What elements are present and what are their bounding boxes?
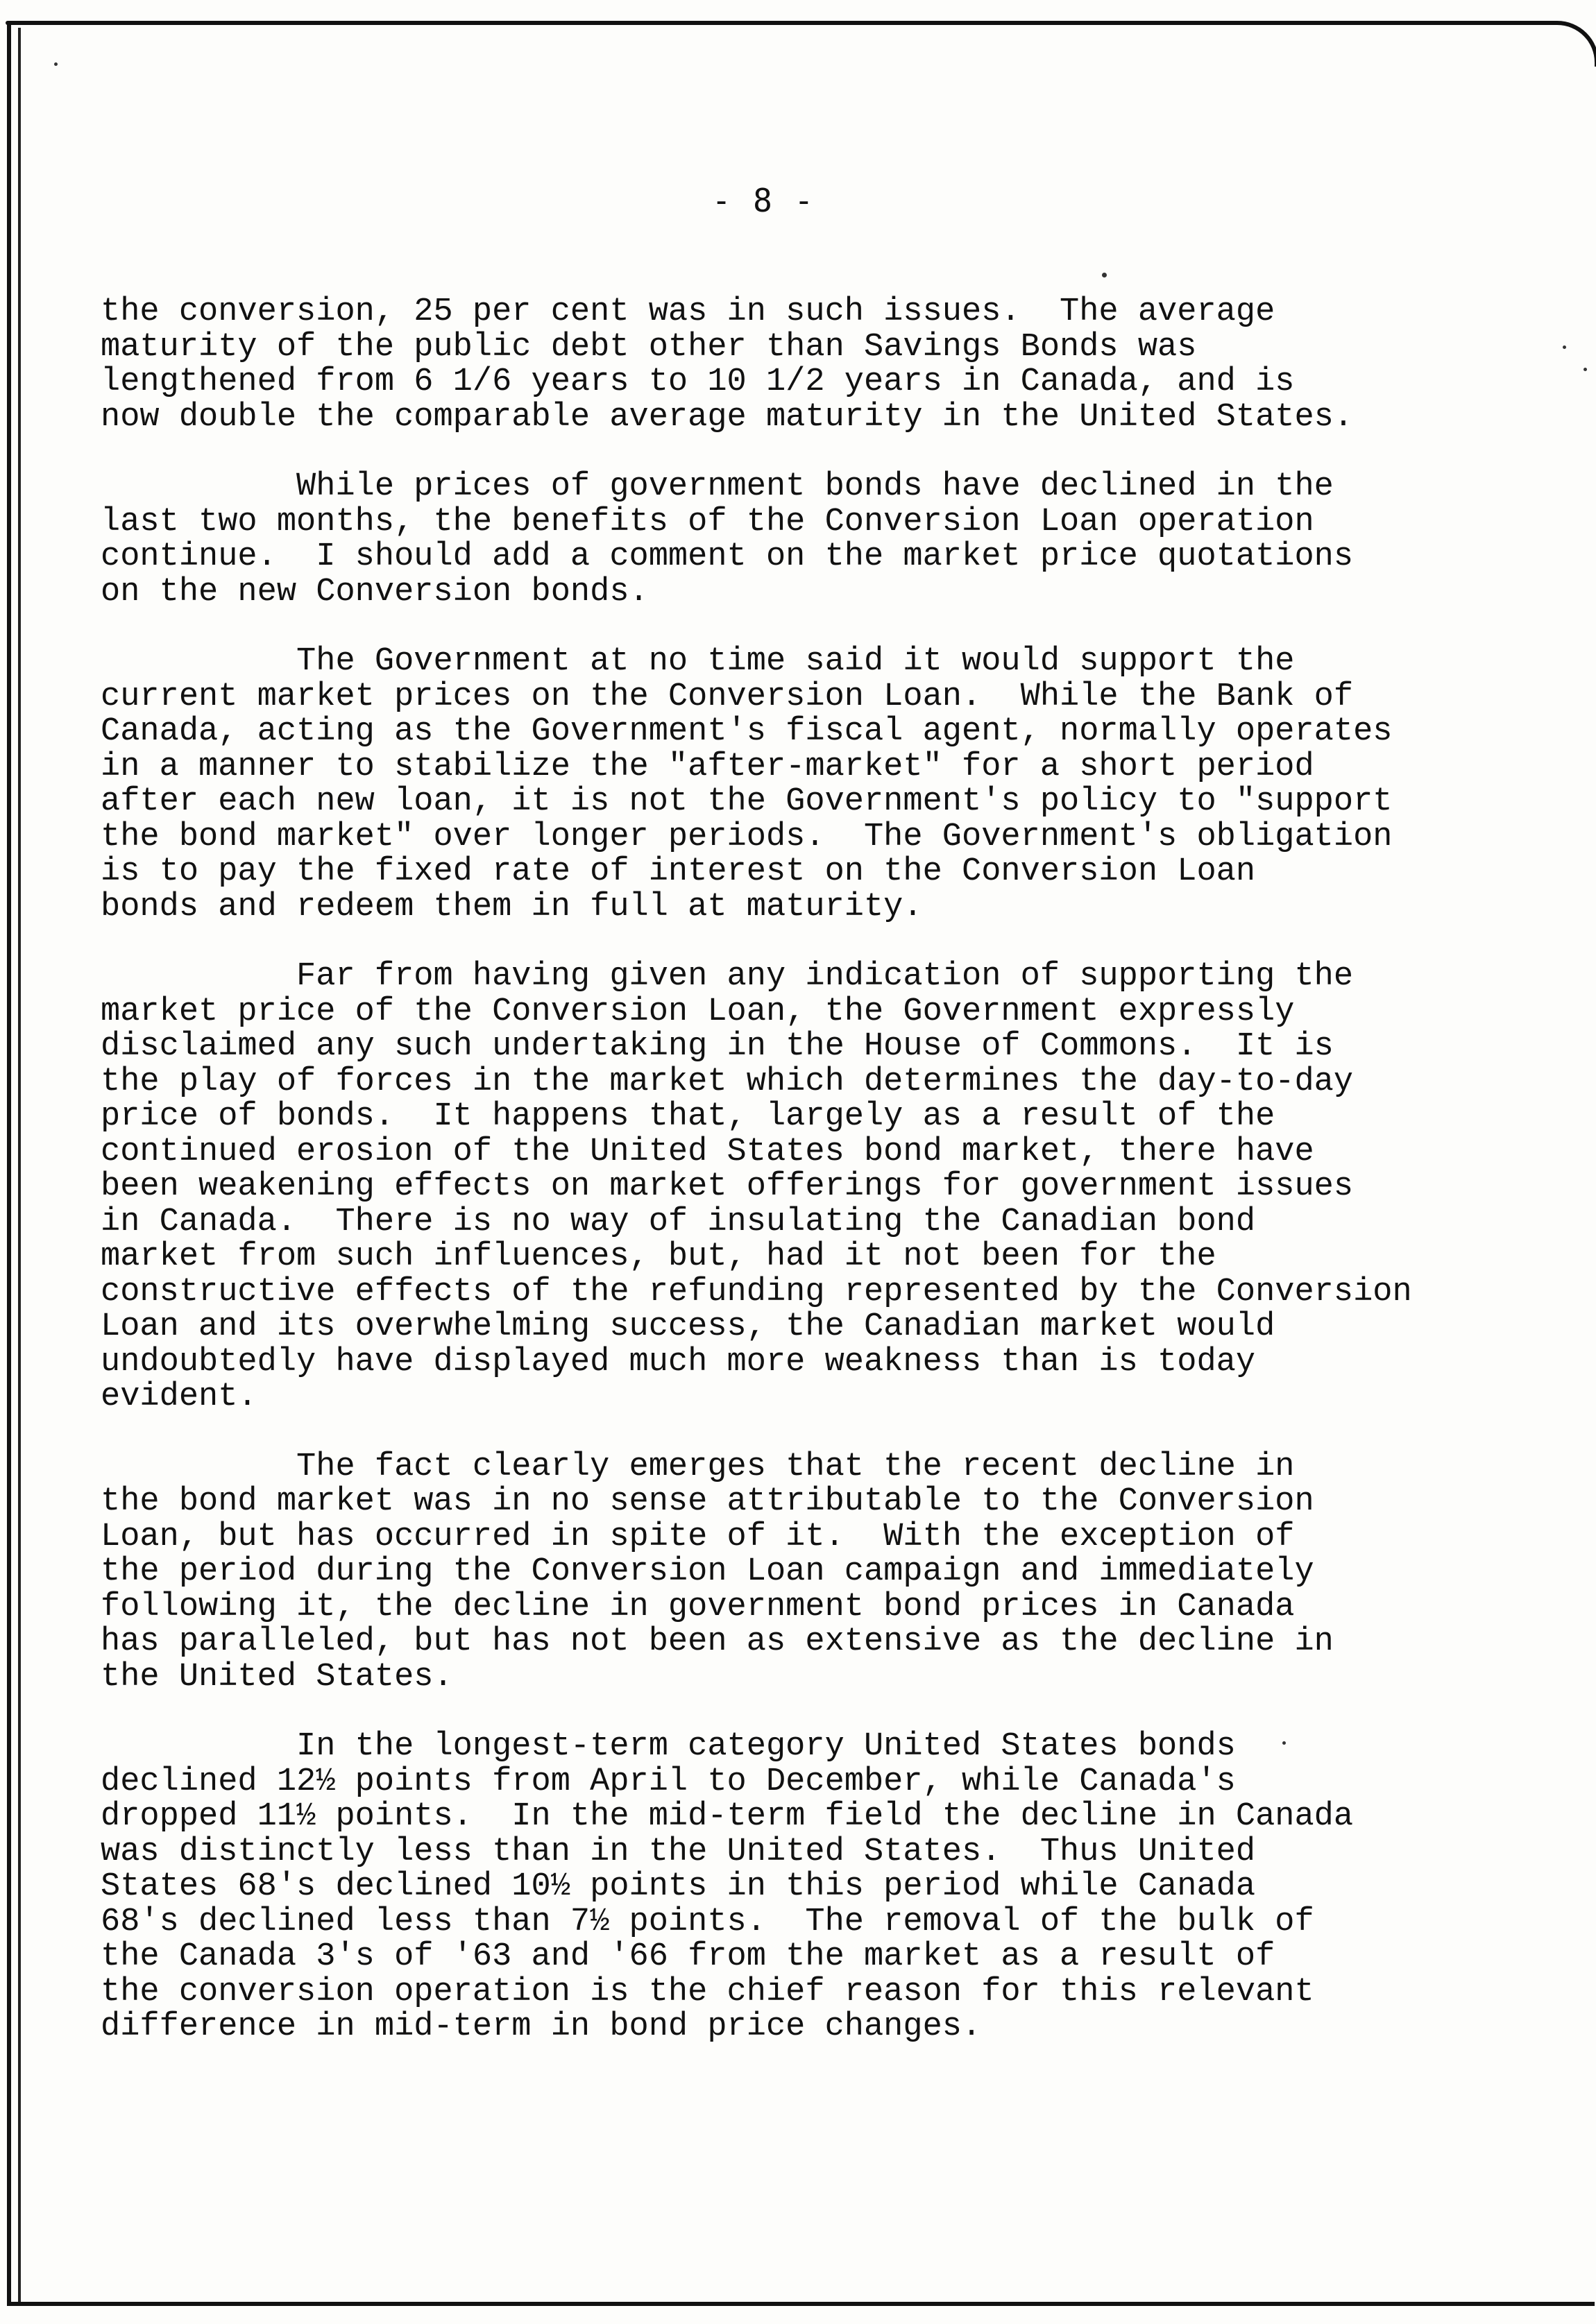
text-line: undoubtedly have displayed much more weakness than is today xyxy=(101,1343,1256,1381)
text-line: disclaimed any such undertaking in the House of Commons. It is xyxy=(101,1028,1334,1065)
text-line: dropped 11½ points. In the mid-term field the decline in Canada xyxy=(101,1798,1354,1835)
text-line: the play of forces in the market which determines the day-to-day xyxy=(101,1063,1354,1100)
text-line: Loan, but has occurred in spite of it. With the exception of xyxy=(101,1518,1295,1555)
text-line: now double the comparable average maturity in the United States. xyxy=(101,398,1354,436)
text-line: following it, the decline in government bond prices in Canada xyxy=(101,1588,1295,1625)
text-line: market price of the Conversion Loan, the Government expressly xyxy=(101,993,1295,1030)
text-line: after each new loan, it is not the Government's policy to "support xyxy=(101,783,1393,820)
text-line: in Canada. There is no way of insulating the Canadian bond xyxy=(101,1203,1256,1240)
text-line: lengthened from 6 1/6 years to 10 1/2 years in Canada, and is xyxy=(101,364,1295,400)
text-line: Loan and its overwhelming success, the Canadian market would xyxy=(101,1308,1275,1345)
scan-speck xyxy=(54,62,58,66)
text-line: While prices of government bonds have declined in the xyxy=(101,468,1334,505)
text-line: on the new Conversion bonds. xyxy=(101,573,649,610)
scan-frame-corner-curl xyxy=(1546,21,1596,67)
scan-speck xyxy=(1584,368,1587,371)
text-line: bonds and redeem them in full at maturity. xyxy=(101,888,923,925)
text-line: constructive effects of the refunding represented by the Conversion xyxy=(101,1273,1412,1310)
text-line: evident. xyxy=(101,1378,257,1415)
text-line: maturity of the public debt other than Savings Bonds was xyxy=(101,328,1197,366)
paragraph xyxy=(101,470,1544,610)
text-line: The fact clearly emerges that the recent decline in xyxy=(101,1448,1295,1485)
text-line: In the longest-term category United States bonds xyxy=(101,1728,1236,1765)
document-body xyxy=(101,295,1544,2080)
text-line: difference in mid-term in bond price changes. xyxy=(101,2008,982,2045)
text-line: in a manner to stabilize the "after-market" for a short period xyxy=(101,748,1314,785)
text-line: continue. I should add a comment on the market price quotations xyxy=(101,538,1354,575)
text-line: the bond market" over longer periods. The Government's obligation xyxy=(101,818,1393,855)
scan-frame-bottom-border xyxy=(8,2302,1595,2306)
text-line: declined 12½ points from April to December, while Canada's xyxy=(101,1763,1236,1800)
text-line: Far from having given any indication of supporting the xyxy=(101,958,1354,995)
scan-frame-left-border xyxy=(7,24,11,2306)
text-line: current market prices on the Conversion Loan. While the Bank of xyxy=(101,678,1354,715)
page-number: - 8 - xyxy=(711,182,815,219)
scan-speck xyxy=(1102,273,1107,277)
scan-frame-left-inner-border xyxy=(18,28,21,2303)
paragraph xyxy=(101,1729,1544,2045)
text-line: last two months, the benefits of the Conversion Loan operation xyxy=(101,503,1314,540)
text-line: the United States. xyxy=(101,1658,453,1695)
text-line: the bond market was in no sense attributable to the Conversion xyxy=(101,1483,1314,1520)
text-line: the Canada 3's of '63 and '66 from the market as a result of xyxy=(101,1938,1275,1975)
paragraph xyxy=(101,644,1544,925)
paragraph xyxy=(101,959,1544,1415)
paragraph xyxy=(101,1450,1544,1695)
text-line: has paralleled, but has not been as extensive as the decline in xyxy=(101,1623,1334,1660)
text-line: is to pay the fixed rate of interest on the Conversion Loan xyxy=(101,853,1256,890)
text-line: States 68's declined 10½ points in this period while Canada xyxy=(101,1868,1256,1905)
paragraph xyxy=(101,295,1544,435)
text-line: the period during the Conversion Loan campaign and immediately xyxy=(101,1553,1314,1590)
text-line: price of bonds. It happens that, largely as a result of the xyxy=(101,1098,1275,1135)
text-line: the conversion operation is the chief reason for this relevant xyxy=(101,1973,1314,2010)
text-line: continued erosion of the United States bond market, there have xyxy=(101,1133,1314,1170)
scan-frame-top-border xyxy=(6,21,1553,25)
scan-speck xyxy=(1563,345,1566,349)
text-line: The Government at no time said it would support the xyxy=(101,643,1295,680)
text-line: Canada, acting as the Government's fiscal agent, normally operates xyxy=(101,713,1393,750)
text-line: 68's declined less than 7½ points. The removal of the bulk of xyxy=(101,1903,1314,1940)
text-line: the conversion, 25 per cent was in such issues. The average xyxy=(101,293,1275,330)
text-line: been weakening effects on market offerings for government issues xyxy=(101,1168,1354,1205)
text-line: was distinctly less than in the United States. Thus United xyxy=(101,1833,1256,1870)
text-line: market from such influences, but, had it not been for the xyxy=(101,1238,1216,1275)
